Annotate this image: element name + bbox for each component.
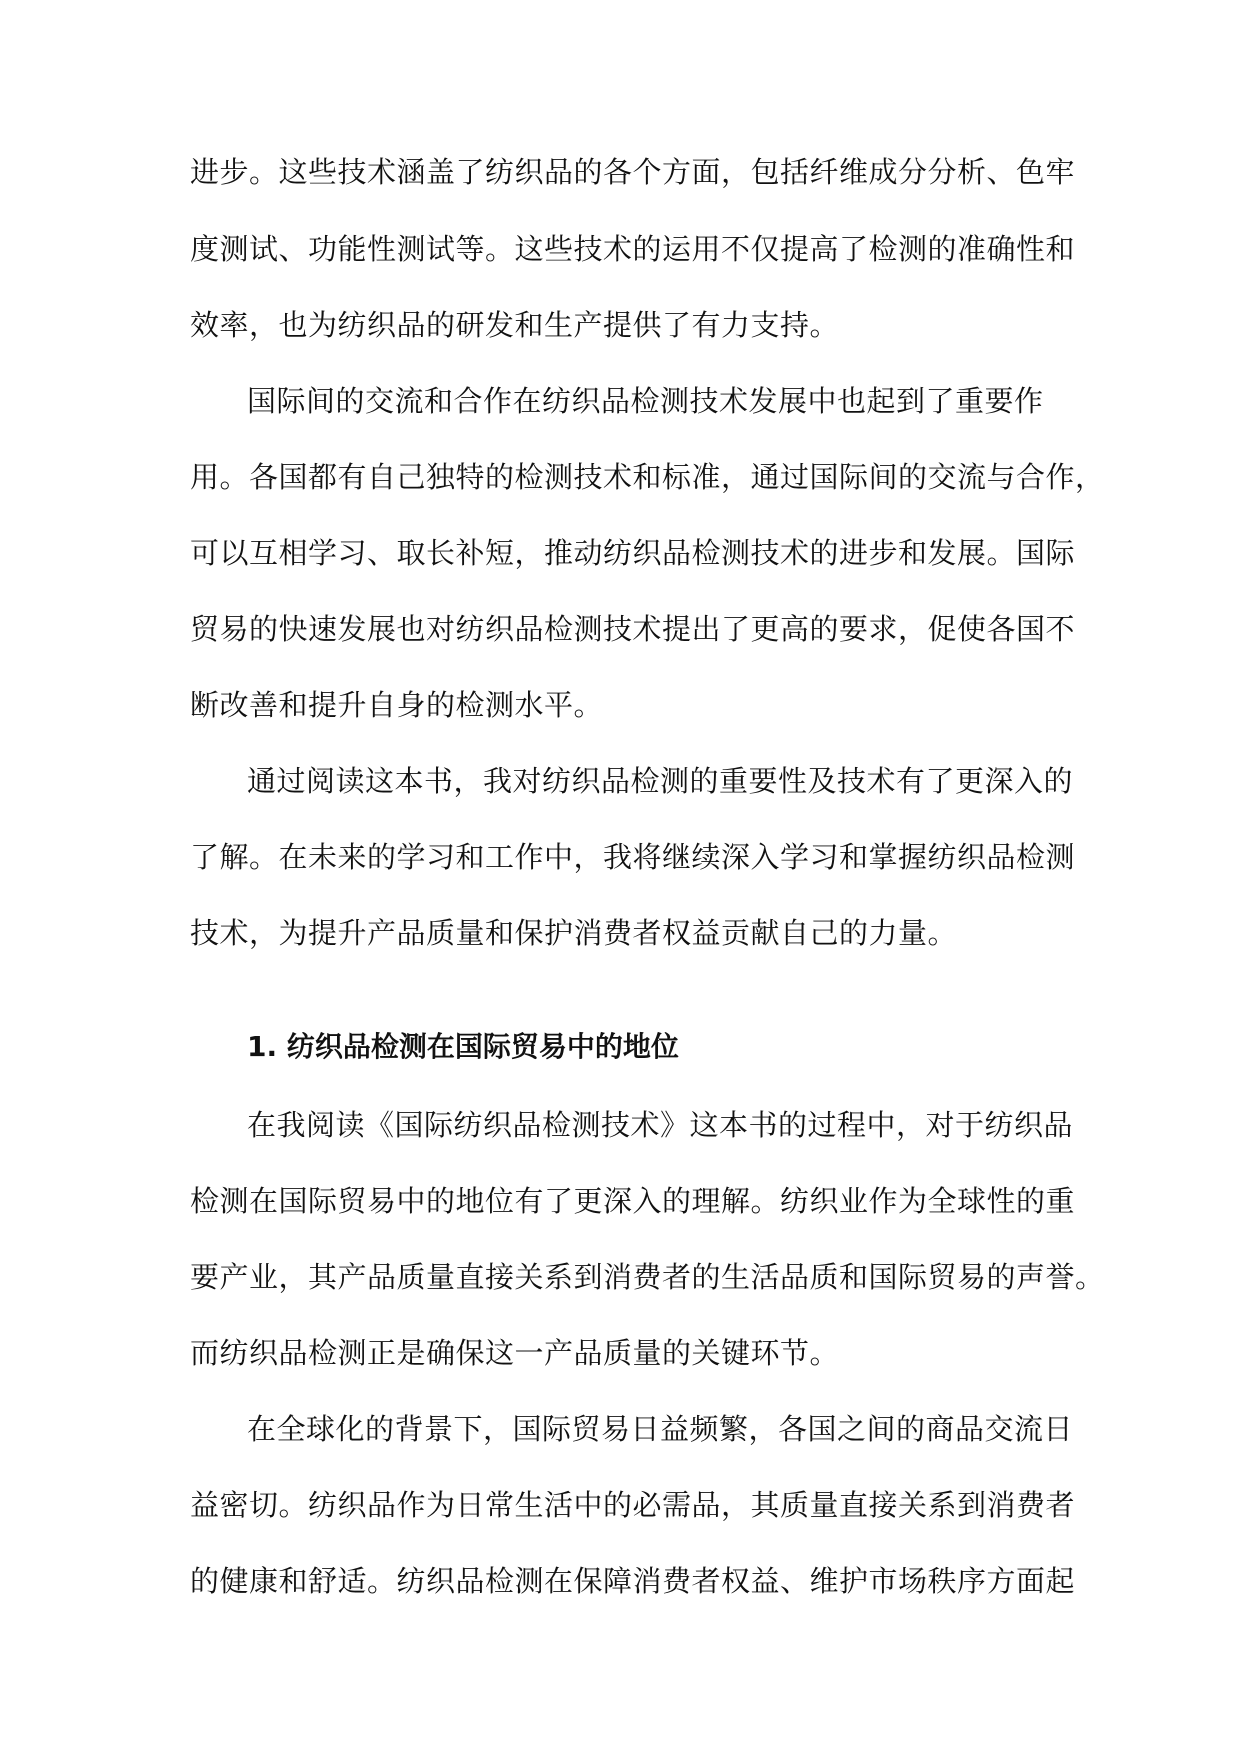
paragraph-first-line: 通过阅读这本书，我对纺织品检测的重要性及技术有了更深入的 bbox=[247, 764, 1074, 798]
text-line: 而纺织品检测正是确保这一产品质量的关键环节。 bbox=[190, 1336, 840, 1370]
paragraph-first-line: 在我阅读《国际纺织品检测技术》这本书的过程中，对于纺织品 bbox=[247, 1108, 1074, 1142]
text-line: 的健康和舒适。纺织品检测在保障消费者权益、维护市场秩序方面起 bbox=[190, 1564, 1076, 1598]
text-line: 技术，为提升产品质量和保护消费者权益贡献自己的力量。 bbox=[190, 916, 958, 950]
text-line: 度测试、功能性测试等。这些技术的运用不仅提高了检测的准确性和 bbox=[190, 232, 1076, 266]
paragraph-first-line: 在全球化的背景下，国际贸易日益频繁，各国之间的商品交流日 bbox=[247, 1412, 1074, 1446]
text-line: 要产业，其产品质量直接关系到消费者的生活品质和国际贸易的声誉。 bbox=[190, 1260, 1105, 1294]
text-line: 进步。这些技术涵盖了纺织品的各个方面，包括纤维成分分析、色牢 bbox=[190, 155, 1076, 189]
paragraph-first-line: 国际间的交流和合作在纺织品检测技术发展中也起到了重要作 bbox=[247, 384, 1044, 418]
section-heading: 1. 纺织品检测在国际贸易中的地位 bbox=[247, 1030, 679, 1063]
text-line: 效率，也为纺织品的研发和生产提供了有力支持。 bbox=[190, 308, 840, 342]
text-line: 用。各国都有自己独特的检测技术和标准，通过国际间的交流与合作， bbox=[190, 460, 1105, 494]
text-line: 益密切。纺织品作为日常生活中的必需品，其质量直接关系到消费者 bbox=[190, 1488, 1076, 1522]
text-line: 断改善和提升自身的检测水平。 bbox=[190, 688, 604, 722]
text-line: 贸易的快速发展也对纺织品检测技术提出了更高的要求，促使各国不 bbox=[190, 612, 1076, 646]
text-line: 了解。在未来的学习和工作中，我将继续深入学习和掌握纺织品检测 bbox=[190, 840, 1076, 874]
text-line: 可以互相学习、取长补短，推动纺织品检测技术的进步和发展。国际 bbox=[190, 536, 1076, 570]
text-line: 检测在国际贸易中的地位有了更深入的理解。纺织业作为全球性的重 bbox=[190, 1184, 1076, 1218]
